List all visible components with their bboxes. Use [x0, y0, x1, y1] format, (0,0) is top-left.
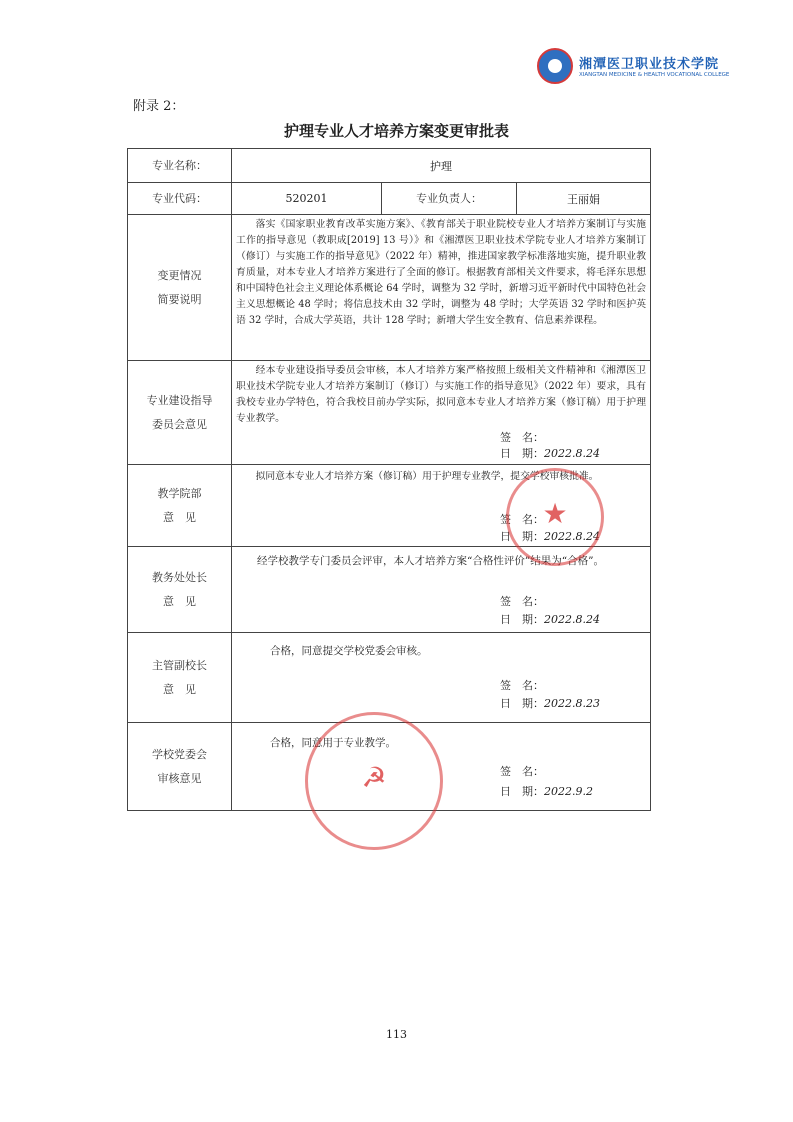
department-sign-label: 签 名：: [500, 513, 545, 526]
party-committee-text: 合格，同意用于专业教学。: [270, 737, 396, 749]
page-number: 113: [386, 1028, 407, 1041]
party-committee-sign-line: [500, 763, 602, 779]
party-committee-sign-label: 签 名：: [500, 765, 545, 778]
department-date: 2022.8.24: [544, 530, 601, 543]
committee-sign-label: 签 名：: [500, 431, 545, 444]
committee-label-line2: 委员会意见: [152, 417, 207, 431]
major-code-label: 专业代码：: [128, 183, 232, 215]
department-text: 拟同意本专业人才培养方案（修订稿）用于护理专业教学，提交学校审核批准。: [255, 471, 599, 482]
committee-sign-line: [500, 429, 602, 445]
head-label: 专业负责人：: [382, 183, 517, 215]
party-committee-date-label: 日 期：: [500, 785, 545, 798]
department-label: [128, 465, 232, 547]
school-name: 湘潭医卫职业技术学院: [579, 57, 720, 72]
vice-president-text: 合格，同意提交学校党委会审核。: [270, 645, 428, 657]
vice-president-date: 2022.8.23: [544, 697, 601, 710]
academic-affairs-text: 经学校教学专门委员会评审，本人才培养方案“合格性评价”结果为“合格”。: [257, 555, 604, 567]
department-seal-icon: [506, 468, 604, 566]
committee-text: 经本专业建设指导委员会审核，本人才培养方案严格按照上级相关文件精神和《湘潭医卫职业技术学院专业人才培养方案制订（修订）与实施工作的指导意见》（2022 年）要求，具有我校专业办学特色，符合我校目前办学实际，拟同意本专业人才培养方案（修订稿）用于护理专业教学。: [236, 365, 647, 424]
party-committee-date-line: [500, 783, 602, 799]
major-name-row: [128, 149, 651, 183]
academic-affairs-sign-label: 签 名：: [500, 595, 545, 608]
academic-affairs-label-line1: 教务处处长: [152, 570, 207, 584]
academic-affairs-date: 2022.8.24: [544, 613, 601, 626]
committee-date-label: 日 期：: [500, 447, 545, 460]
committee-row: [128, 361, 651, 465]
change-text: 落实《国家职业教育改革实施方案》、《教育部关于职业院校专业人才培养方案制订与实施工作的指导意见（教职成[2019] 13 号）》和《湘潭医卫职业技术学院专业人才培养方案制订（修订）与实施工作的指导意见》（2022 年）精神，推进国家教学标准落地实施，提升职业教育质量，对本专业人才培养方案进行了全面的修订。根据教育部相关文件要求，将毛泽东思想和中国特色社会主义理论体系概论 64 学时，调整为 32 学时，新增习近平新时代中国特色社会主义思想概论 48 学时；将信息技术由 32 学时，调整为 48 学时；大学英语 32 学时和医护英语 32 学时，合成大学英语，共计 128 学时；新增大学生安全教育、信息素养课程。: [236, 219, 647, 326]
change-label: [128, 215, 232, 361]
academic-affairs-opinion-cell: [232, 547, 651, 633]
change-label-line2: 简要说明: [157, 292, 202, 306]
committee-label-line1: 专业建设指导: [146, 393, 213, 407]
vice-president-label: [128, 633, 232, 723]
party-committee-label-line2: 审核意见: [157, 771, 202, 785]
vice-president-label-line2: 意 见: [163, 682, 196, 696]
committee-date-line: [500, 445, 602, 461]
academic-affairs-label: [128, 547, 232, 633]
page-title: 护理专业人才培养方案变更审批表: [283, 122, 509, 140]
vice-president-row: [128, 633, 651, 723]
department-date-label: 日 期：: [500, 530, 545, 543]
vice-president-sign-label: 签 名：: [500, 679, 545, 692]
academic-affairs-date-label: 日 期：: [500, 613, 545, 626]
committee-date: 2022.8.24: [544, 447, 601, 460]
vice-president-opinion-cell: [232, 633, 651, 723]
seal-star-icon: ★: [542, 497, 568, 530]
vice-president-sign-line: [500, 677, 602, 693]
department-label-line1: 教学院部: [157, 486, 202, 500]
vice-president-date-label: 日 期：: [500, 697, 545, 710]
school-name-en: XIANGTAN MEDICINE & HEALTH VOCATIONAL COLLEGE: [579, 72, 730, 78]
party-committee-seal-icon: [305, 712, 443, 850]
academic-affairs-sign-line: [500, 593, 602, 609]
school-logo: [537, 48, 747, 84]
academic-affairs-label-line2: 意 见: [163, 594, 196, 608]
department-label-line2: 意 见: [163, 510, 196, 524]
school-emblem-icon: [537, 48, 573, 84]
party-committee-label-line1: 学校党委会: [152, 747, 207, 761]
party-emblem-icon: ☭: [361, 761, 387, 794]
change-label-line1: 变更情况: [157, 268, 202, 282]
academic-affairs-date-line: [500, 611, 602, 627]
change-text-cell: [232, 215, 651, 361]
appendix-label: 附录 2：: [133, 99, 185, 114]
change-row: [128, 215, 651, 361]
party-committee-date: 2022.9.2: [544, 785, 594, 798]
vice-president-date-line: [500, 695, 602, 711]
committee-opinion-cell: [232, 361, 651, 465]
major-name-value: 护理: [232, 149, 651, 183]
major-code-row: [128, 183, 651, 215]
major-code-value: 520201: [232, 183, 382, 215]
major-name-label: 专业名称：: [128, 149, 232, 183]
party-committee-label: [128, 723, 232, 811]
head-name-value: 王丽娟: [517, 183, 651, 215]
committee-label: [128, 361, 232, 465]
vice-president-label-line1: 主管副校长: [152, 658, 207, 672]
